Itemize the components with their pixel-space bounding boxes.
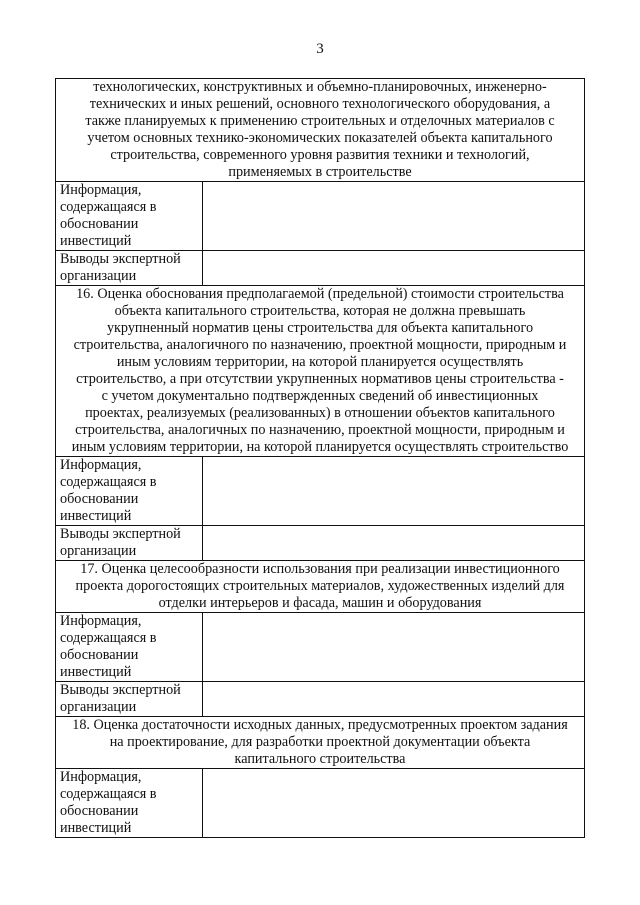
section-heading: технологических, конструктивных и объемно-планировочных, инженерно- технических и иных решений, основного технологического оборудования, а также планируемых к применению строительных и отделочных материалов с учетом основных технико-экономических показателей объекта капитального строительства, современного уровня развития техники и технологий, применяемых в строительстве — [56, 79, 585, 182]
row-value — [203, 526, 585, 561]
section-heading: 18. Оценка достаточности исходных данных, предусмотренных проектом задания на проектирование, для разработки проектной документации объекта капитального строительства — [56, 717, 585, 769]
row-value — [203, 769, 585, 838]
info-row — [56, 769, 585, 838]
row-label — [56, 769, 203, 838]
conclusion-row — [56, 526, 585, 561]
info-row — [56, 182, 585, 251]
row-value — [203, 457, 585, 526]
row-value — [203, 682, 585, 717]
row-label-text: Информация, содержащаяся в обосновании инвестиций — [60, 182, 157, 249]
row-value — [203, 182, 585, 251]
row-label-text: Информация, содержащаяся в обосновании инвестиций — [60, 457, 157, 524]
conclusion-row — [56, 682, 585, 717]
row-label — [56, 613, 203, 682]
row-label — [56, 182, 203, 251]
row-label-text: Выводы экспертной организации — [60, 526, 181, 559]
row-label-text: Выводы экспертной организации — [60, 251, 181, 284]
section-heading: 16. Оценка обоснования предполагаемой (предельной) стоимости строительства объекта капитального строительства, которая не должна превышать укрупненный норматив цены строительства для объекта капитального строительства, аналогичного по назначению, проектной мощности, природным и иным условиям территории, на которой планируется осуществлять строительство, а при отсутствии укрупненных нормативов цены строительства - с учетом документально подтвержденных сведений об инвестиционных проектах, реализуемых (реализованных) в отношении объектов капитального строительства, аналогичных по назначению, проектной мощности, природным и иным условиям территории, на которой планируется осуществлять строительство — [56, 286, 585, 457]
conclusion-row — [56, 251, 585, 286]
row-label-text: Информация, содержащаяся в обосновании инвестиций — [60, 613, 157, 680]
row-label-text: Информация, содержащаяся в обосновании инвестиций — [60, 769, 157, 836]
row-label — [56, 526, 203, 561]
row-label — [56, 251, 203, 286]
section-heading-row — [56, 286, 585, 457]
row-label-text: Выводы экспертной организации — [60, 682, 181, 715]
info-row — [56, 457, 585, 526]
row-label — [56, 682, 203, 717]
section-heading-row — [56, 79, 585, 182]
page-number: 3 — [316, 41, 324, 57]
section-heading-row — [56, 561, 585, 613]
row-value — [203, 251, 585, 286]
row-value — [203, 613, 585, 682]
expert-evaluation-table — [55, 78, 585, 838]
row-label — [56, 457, 203, 526]
info-row — [56, 613, 585, 682]
section-heading-row — [56, 717, 585, 769]
section-heading: 17. Оценка целесообразности использования при реализации инвестиционного проекта дорогостоящих строительных материалов, художественных изделий для отделки интерьеров и фасада, машин и оборудования — [56, 561, 585, 613]
